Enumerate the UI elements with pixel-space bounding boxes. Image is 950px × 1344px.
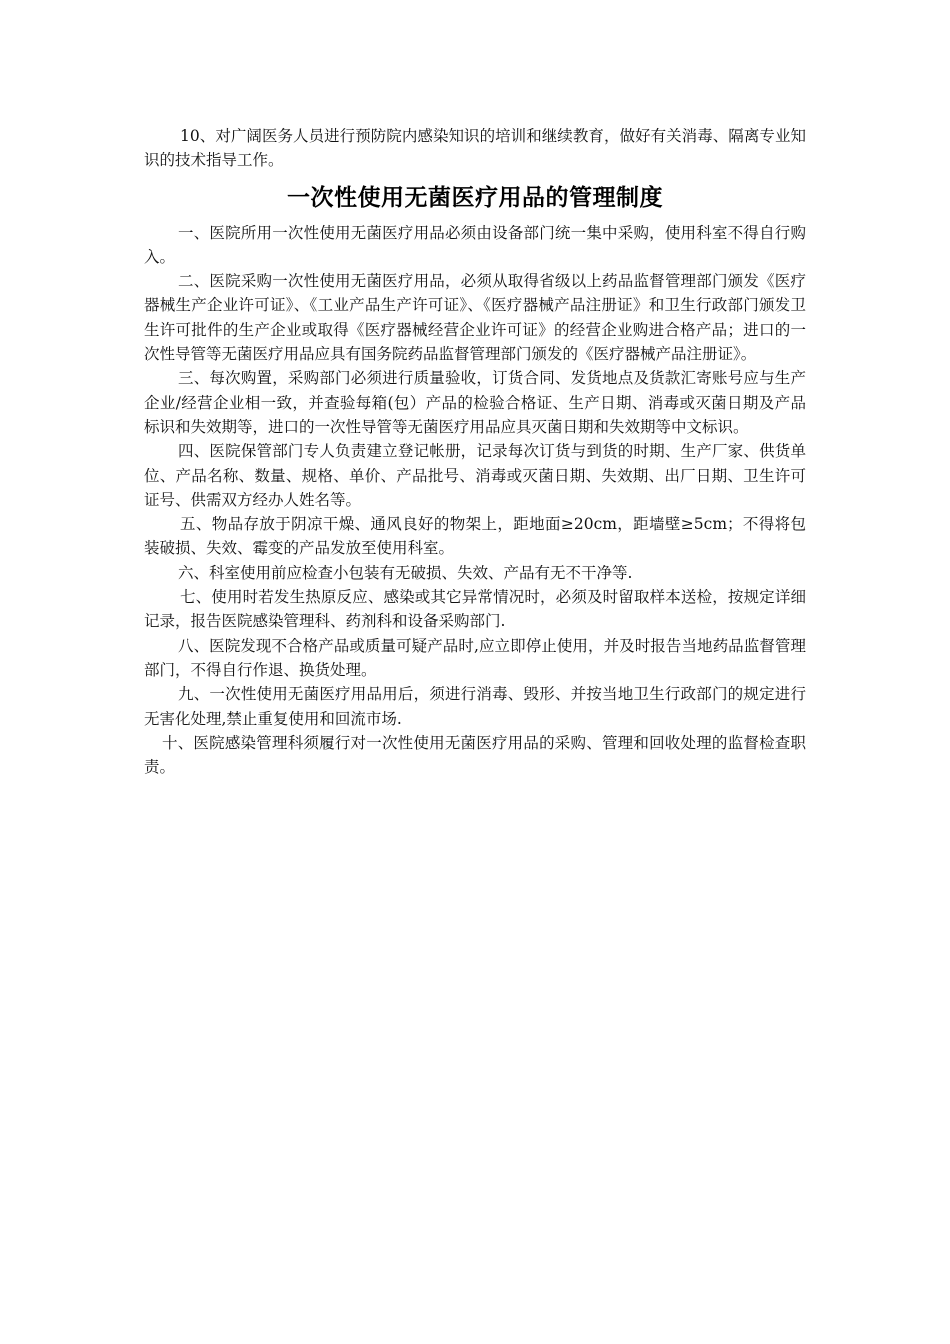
paragraph-5: 五、物品存放于阴凉干燥、通风良好的物架上，距地面≥20cm，距墙壁≥5cm；不得将包装破损、失效、霉变的产品发放至使用科室。 xyxy=(144,515,806,558)
paragraph-10: 十、医院感染管理科须履行对一次性使用无菌医疗用品的采购、管理和回收处理的监督检查职责。 xyxy=(144,733,806,777)
document-title: 一次性使用无菌医疗用品的管理制度 xyxy=(287,184,663,211)
paragraph-8: 八、医院发现不合格产品或质量可疑产品时,应立即停止使用，并及时报告当地药品监督管理部门，不得自行作退、换货处理。 xyxy=(144,636,806,679)
intro-paragraph: 10、对广阔医务人员进行预防院内感染知识的培训和继续教育，做好有关消毒、隔离专业知识的技术指导工作。 xyxy=(144,127,806,170)
paragraph-4: 四、医院保管部门专人负责建立登记帐册，记录每次订货与到货的时期、生产厂家、供货单位、产品名称、数量、规格、单价、产品批号、消毒或灭菌日期、失效期、出厂日期、卫生许可证号、供需双方经办人姓名等。 xyxy=(144,442,806,509)
paragraph-9: 九、一次性使用无菌医疗用品用后，须进行消毒、毁形、并按当地卫生行政部门的规定进行无害化处理,禁止重复使用和回流市场. xyxy=(144,685,806,728)
paragraph-2: 二、医院采购一次性使用无菌医疗用品，必须从取得省级以上药品监督管理部门颁发《医疗器械生产企业许可证》、《工业产品生产许可证》、《医疗器械产品注册证》和卫生行政部门颁发卫生许可批件的生产企业或取得《医疗器械经营企业许可证》的经营企业购进合格产品；进口的一次性导管等无菌医疗用品应具有国务院药品监督管理部门颁发的《医疗器械产品注册证》。 xyxy=(144,272,806,364)
paragraph-1: 一、医院所用一次性使用无菌医疗用品必须由设备部门统一集中采购，使用科室不得自行购入。 xyxy=(144,223,806,266)
document-body xyxy=(144,124,806,779)
paragraph-7: 七、使用时若发生热原反应、感染或其它异常情况时，必须及时留取样本送检，按规定详细记录，报告医院感染管理科、药剂科和设备采购部门. xyxy=(144,588,806,631)
paragraph-6: 六、科室使用前应检查小包装有无破损、失效、产品有无不干净等. xyxy=(178,563,633,582)
paragraph-3: 三、每次购置，采购部门必须进行质量验收，订货合同、发货地点及货款汇寄账号应与生产企业/经营企业相一致，并查验每箱(包）产品的检验合格证、生产日期、消毒或灭菌日期及产品标识和失效期等，进口的一次性导管等无菌医疗用品应具灭菌日期和失效期等中文标识。 xyxy=(144,369,806,436)
